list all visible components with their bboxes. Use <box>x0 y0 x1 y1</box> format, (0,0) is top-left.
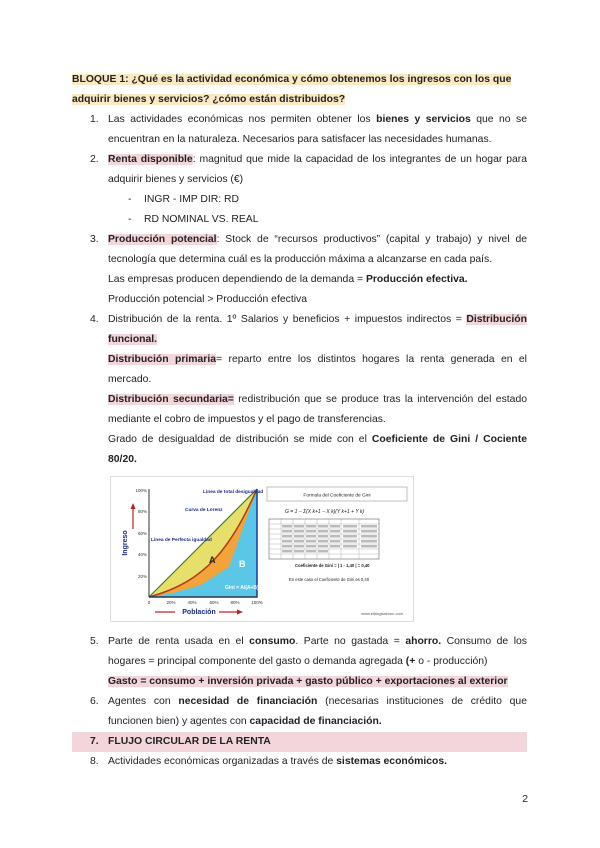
term-distribucion-secundaria: Distribución secundaria= <box>108 394 234 405</box>
sub-item-2: - RD NOMINAL VS. REAL <box>108 210 527 230</box>
image-credit: www.elblogsalmon.com <box>361 611 403 616</box>
label-area-b: B <box>239 559 246 569</box>
x-tick: 100% <box>251 600 263 605</box>
sub-item-1: - INGR - IMP DIR: RD <box>108 190 527 210</box>
gini-lorenz-figure <box>110 476 414 622</box>
gini-formula: G = 1 − Σ(X k+1 − X k)(Y k+1 + Y k) <box>285 509 365 515</box>
list-item-1: 1. Las actividades económicas nos permiten obtener los bienes y servicios que no se encuentran en la naturaleza. Necesarios para satisfacer las necesidades humanas. <box>90 114 528 145</box>
page-number: 2 <box>522 794 528 805</box>
sub-list <box>108 190 527 230</box>
gini-result: Coeficiente de Gini = | 1 - 1,40 | = 0,40 <box>295 563 370 568</box>
term-renta-disponible: Renta disponible <box>108 154 193 165</box>
list-item-6: 6. Agentes con necesidad de financiación (necesarias instituciones de crédito que funcionen bien) y agentes con capacidad de financiación. <box>90 696 527 727</box>
heading-line-1: BLOQUE 1: ¿Qué es la actividad económica y cómo obtenemos los ingresos con los que <box>72 74 512 85</box>
list-item-7: 7. FLUJO CIRCULAR DE LA RENTA <box>72 732 527 752</box>
x-tick: 80% <box>230 600 240 605</box>
list-item-5: 5. Parte de renta usada en el consumo. Parte no gastada = ahorro. Consumo de los hogares = principal componente del gasto o demanda agregada (+ o - producción) Gasto = consumo + inversión privada + gasto público + exportaciones al exterior <box>90 636 527 687</box>
label-gini: Gini = A/(A+B) <box>225 585 259 591</box>
label-perfect-equality: Linea de Perfecta igualdad <box>151 538 212 543</box>
label-total-inequality: Linea de total desigualdad <box>203 490 264 495</box>
section-heading <box>72 70 532 110</box>
term-distribucion-funcional: Distribución funcional. <box>108 314 527 345</box>
x-tick: 40% <box>187 600 197 605</box>
y-tick: 40% <box>137 552 147 557</box>
gini-note: En este caso el Coeficiente de Gini es 0,40 <box>289 577 370 582</box>
lorenz-curve-diagram <box>111 477 413 621</box>
main-list <box>72 110 527 772</box>
y-tick: 60% <box>137 531 147 536</box>
y-tick: 20% <box>137 574 147 579</box>
list-item-4: 4. Distribución de la renta. 1º Salarios y beneficios + impuestos indirectos = Distribución funcional. Distribución primaria= reparto entre los distintos hogares la renta generada en el mercado. Distribución secundaria= redistribución que se produce tras la intervención del estado mediante el cobro de impuestos y el pago de transferencias. Grado de desigualdad de distribución se mide con el Coeficiente de Gini / Cociente 80/20. 100% 80% 60% 40% 20% 0 20% 40% 60% 80% 100% Ingreso Población Linea de total desigualdad Curva de Lorenz Linea de Perfecta igualdad A B Gini = A/(A+B) Formula del Coeficiente de Gini G = 1 − Σ(X k+1 − X k)(Y k+1 + Y k) Coeficiente de Gini = | 1 - 1,40 | = 0,40 En este caso el Coeficiente de Gini es 0,40 www.elblogsalmon.com <box>72 310 527 622</box>
x-tick: 0 <box>147 600 151 605</box>
list-item-3: 3. Producción potencial: Stock de “recursos productivos” (capital y trabajo) y nivel de tecnología que determina cuál es la producción máxima a alcanzarse en cada país. Las empresas producen dependiendo de la demanda = Producción efectiva. Producción potencial > Producción efectiva <box>90 234 527 305</box>
list-item-8: 8. Actividades económicas organizadas a través de sistemas económicos. <box>90 756 448 767</box>
y-axis-label: Ingreso <box>122 530 129 556</box>
term-distribucion-primaria: Distribución primaria <box>108 354 217 365</box>
label-lorenz: Curva de Lorenz <box>185 508 223 513</box>
y-tick: 80% <box>137 509 147 514</box>
list-item-2: 2. Renta disponible: magnitud que mide la capacidad de los integrantes de un hogar para adquirir bienes y servicios (€) - INGR - IMP DIR: RD - RD NOMINAL VS. REAL <box>72 150 527 230</box>
formula-title: Formula del Coeficiente de Gini <box>303 493 371 499</box>
x-axis-label: Población <box>182 609 216 616</box>
y-tick: 100% <box>135 488 147 493</box>
gasto-equation: Gasto = consumo + inversión privada + gasto público + exportaciones al exterior <box>108 676 508 687</box>
label-area-a: A <box>209 555 216 565</box>
heading-line-2: adquirir bienes y servicios? ¿cómo están distribuidos? <box>72 94 346 105</box>
x-tick: 20% <box>166 600 176 605</box>
term-produccion-potencial: Producción potencial <box>108 234 217 245</box>
x-tick: 60% <box>209 600 219 605</box>
